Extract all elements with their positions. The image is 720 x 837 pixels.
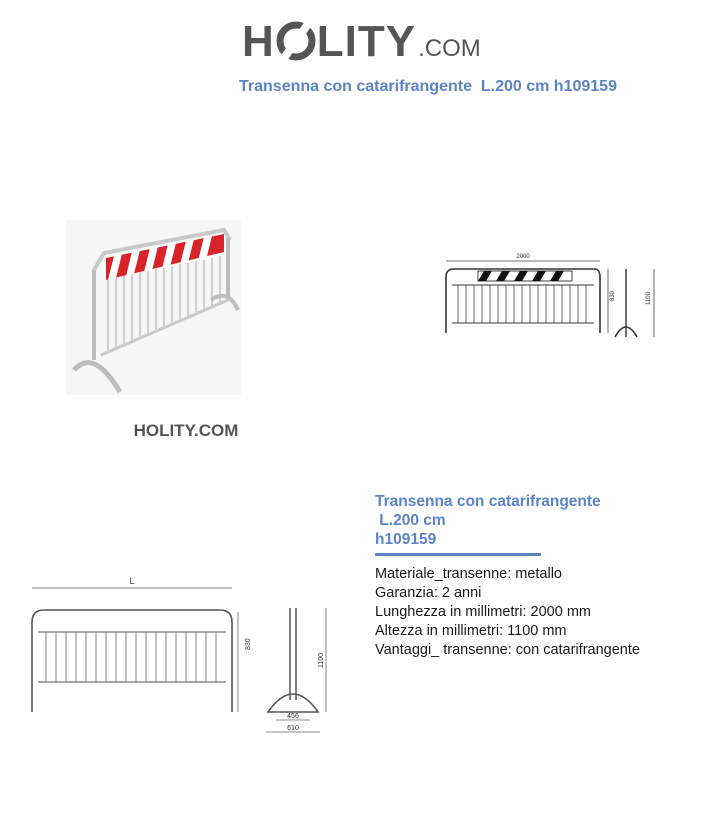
small-width-label: 2000 <box>516 254 530 260</box>
large-base-outer-label: 610 <box>287 725 299 732</box>
photo-watermark-logo: HOLITY.COM <box>133 421 239 440</box>
small-drawing-svg <box>440 245 665 340</box>
spec-warranty: Garanzia: 2 anni <box>375 585 482 601</box>
large-total-height-label: 1100 <box>318 652 325 668</box>
header-logo[interactable] <box>242 16 481 64</box>
logo-suffix: .COM <box>418 35 481 62</box>
large-height-label: 830 <box>245 638 252 650</box>
technical-drawing-small[interactable] <box>440 245 665 340</box>
page-title: Transenna con catarifrangente L.200 cm h109159 <box>239 78 617 95</box>
barrier-photo-illustration <box>46 150 326 470</box>
technical-drawing-large[interactable] <box>14 572 346 742</box>
title-divider <box>375 553 541 556</box>
large-drawing-svg <box>14 572 346 742</box>
large-base-inner-label: 456 <box>287 713 299 720</box>
product-photo[interactable] <box>46 150 326 470</box>
logo-letter-h: H <box>242 17 275 66</box>
logo-letters-lity: LITY <box>316 17 417 66</box>
small-height-label: 830 <box>610 290 616 301</box>
product-title-block <box>375 492 601 549</box>
spec-height: Altezza in millimetri: 1100 mm <box>375 623 567 639</box>
product-title-line-1: Transenna con catarifrangente <box>375 493 601 510</box>
spec-length: Lunghezza in millimetri: 2000 mm <box>375 604 591 620</box>
spec-material: Materiale_transenne: metallo <box>375 566 562 582</box>
product-title-line-2: L.200 cm <box>375 512 446 529</box>
large-length-label: L <box>129 576 135 586</box>
spec-advantages: Vantaggi_ transenne: con catarifrangente <box>375 642 640 658</box>
product-code: h109159 <box>375 531 437 548</box>
spec-list <box>375 565 640 660</box>
small-total-height-label: 1100 <box>646 292 652 305</box>
logo-o-icon <box>276 20 316 62</box>
